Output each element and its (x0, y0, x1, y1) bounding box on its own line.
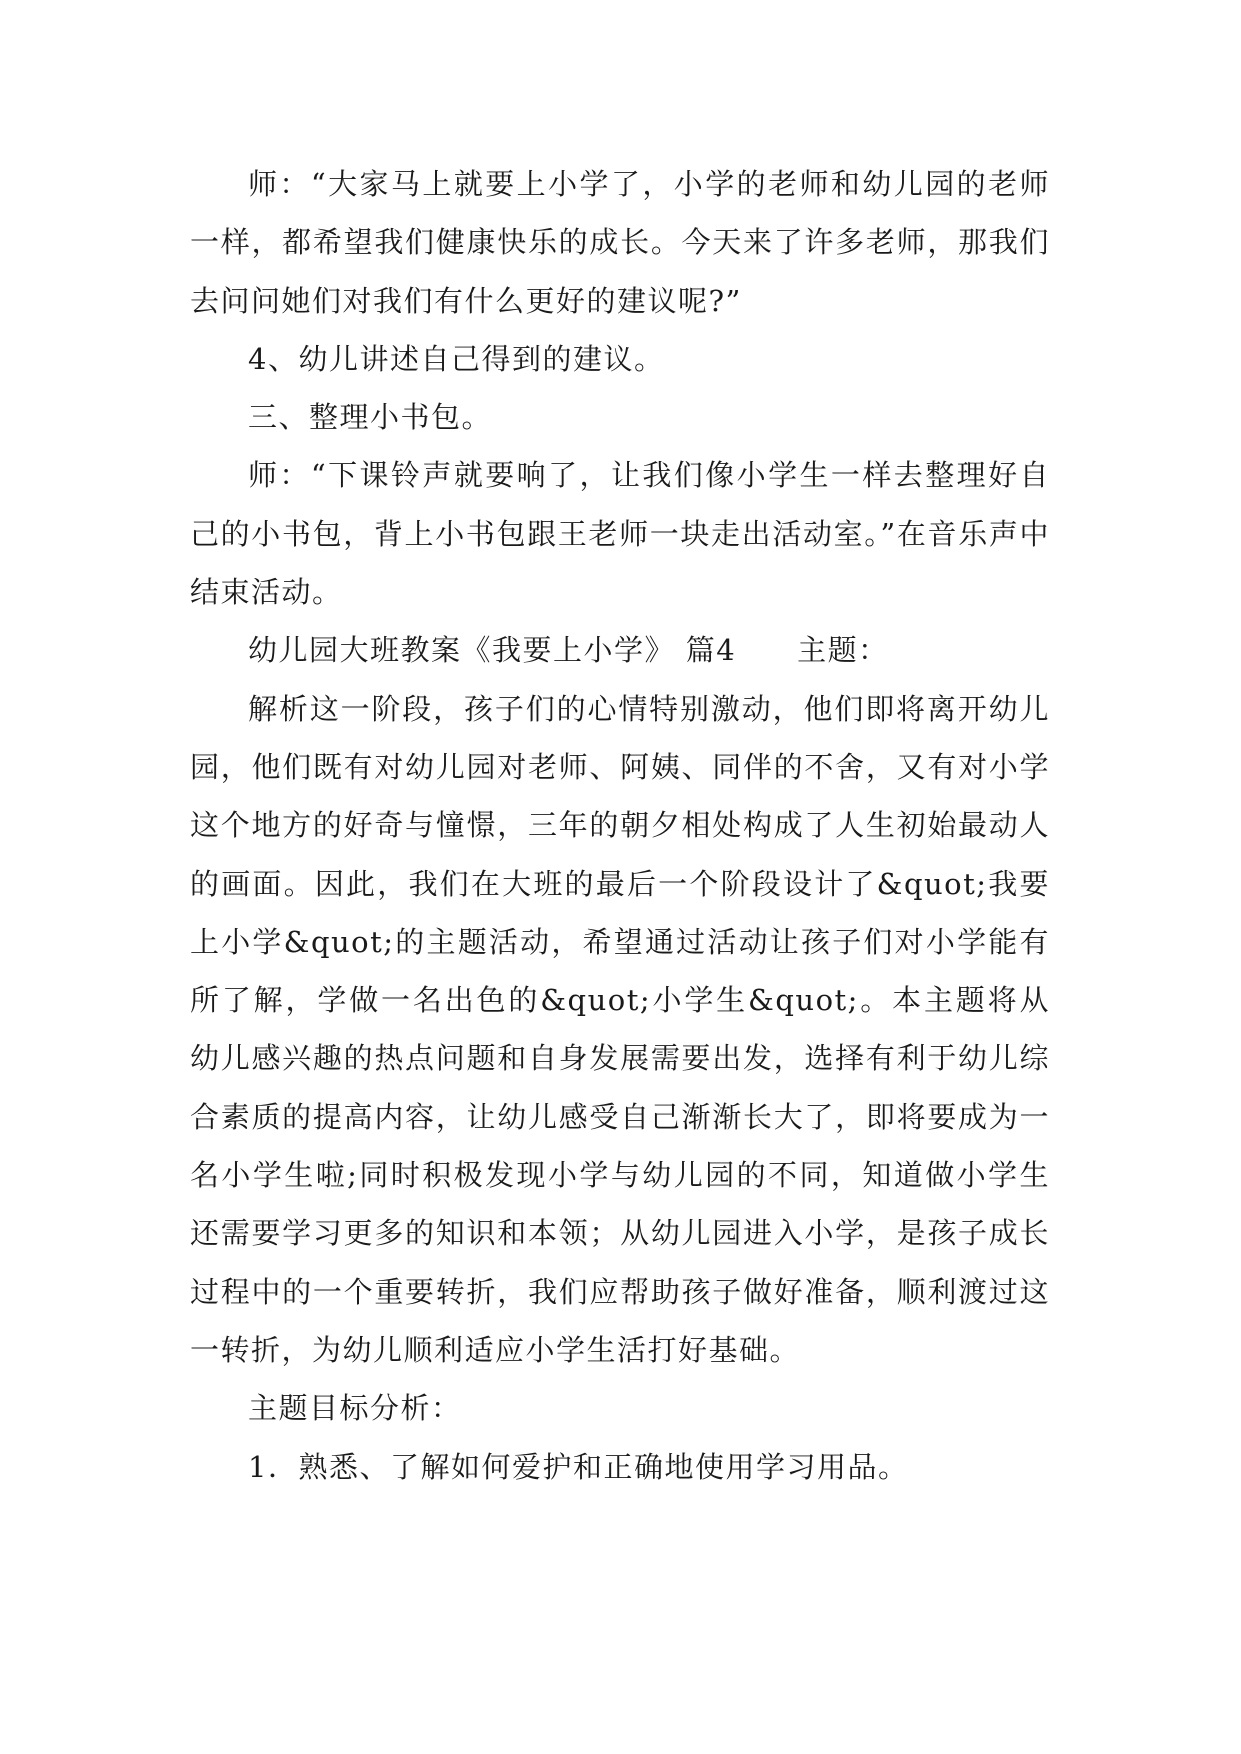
paragraph-section-3: 三、整理小书包。 (248, 400, 493, 435)
document-body (190, 155, 1050, 1496)
paragraph-goal-heading: 主题目标分析： (248, 1391, 462, 1426)
paragraph-analysis: 解析这一阶段，孩子们的心情特别激动，他们即将离开幼儿园，他们既有对幼儿园对老师、阿姨、同伴的不舍，又有对小学这个地方的好奇与憧憬，三年的朝夕相处构成了人生初始最动人的画面。因此，我们在大班的最后一个阶段设计了&quot;我要上小学&quot;的主题活动，希望通过活动让孩子们对小学能有所了解，学做一名出色的&quot;小学生&quot;。本主题将从幼儿感兴趣的热点问题和自身发展需要出发，选择有利于幼儿综合素质的提高内容，让幼儿感受自己渐渐长大了，即将要成为一名小学生啦;同时积极发现小学与幼儿园的不同，知道做小学生还需要学习更多的知识和本领；从幼儿园进入小学，是孩子成长过程中的一个重要转折，我们应帮助孩子做好准备，顺利渡过这一转折，为幼儿顺利适应小学生活打好基础。 (190, 691, 1050, 1367)
lesson-heading: 幼儿园大班教案《我要上小学》 篇4 主题： (248, 633, 889, 668)
paragraph-teacher-closing: 师：“下课铃声就要响了，让我们像小学生一样去整理好自己的小书包，背上小书包跟王老师一块走出活动室。”在音乐声中结束活动。 (190, 458, 1050, 610)
paragraph-goal-1: 1．熟悉、了解如何爱护和正确地使用学习用品。 (248, 1449, 909, 1484)
paragraph-step-4: 4、幼儿讲述自己得到的建议。 (248, 341, 665, 376)
paragraph-teacher-question: 师：“大家马上就要上小学了，小学的老师和幼儿园的老师一样，都希望我们健康快乐的成长。今天来了许多老师，那我们去问问她们对我们有什么更好的建议呢?” (190, 167, 1050, 318)
